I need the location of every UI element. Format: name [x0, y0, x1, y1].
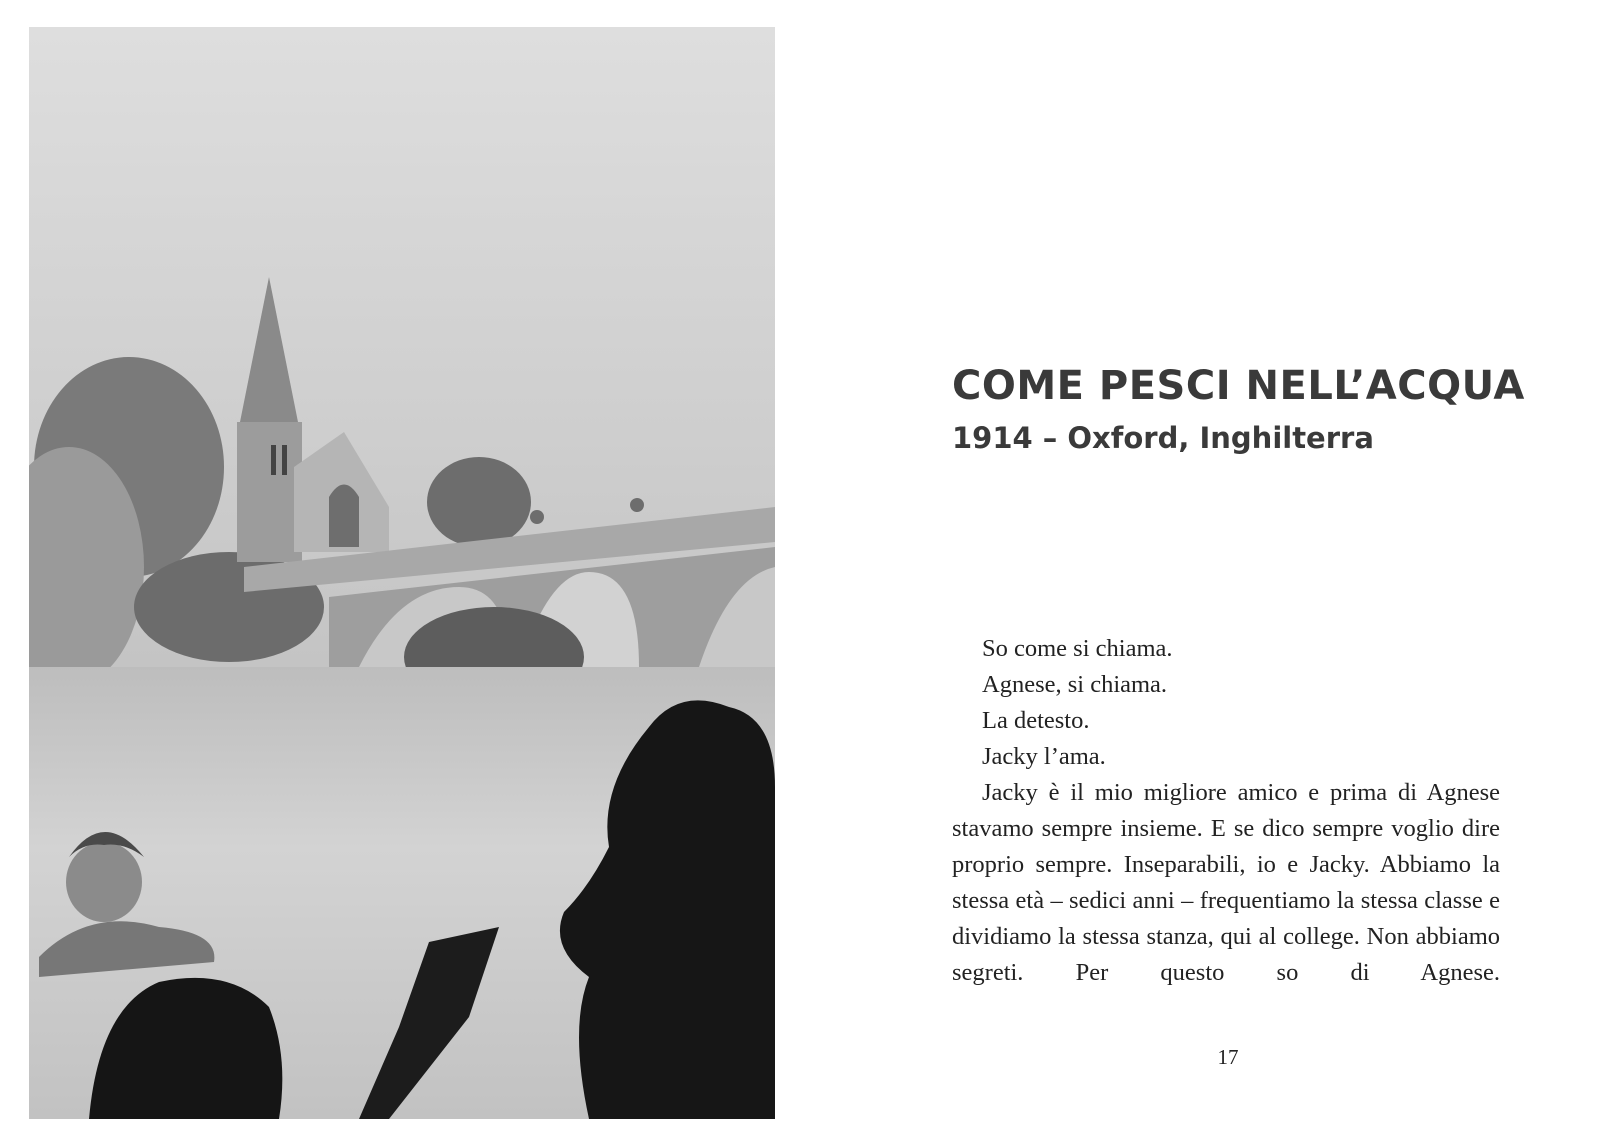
chapter-title: COME PESCI NELL’ACQUA — [952, 363, 1525, 409]
page-number: 17 — [1217, 1045, 1239, 1069]
chapter-subtitle: 1914 – Oxford, Inghilterra — [952, 421, 1374, 455]
body-line: So come si chiama. — [982, 635, 1173, 662]
church-tower — [237, 422, 302, 562]
church-window — [329, 485, 359, 548]
river-scene-illustration — [29, 27, 775, 1119]
body-line: La detesto. — [982, 707, 1090, 734]
body-line: Jacky l’ama. — [982, 743, 1106, 770]
chapter-heading — [952, 360, 1525, 458]
body-paragraph: Jacky è il mio migliore amico e prima di Agnese stavamo sempre insieme. E se dico sempre voglio dire proprio sempre. Inseparabili, io e Jacky. Abbiamo la stessa età – sedici anni – frequentiamo la stessa classe e dividiamo la stessa stanza, qui al college. Non abbiamo segreti. Per questo so di Agnese. — [952, 779, 1500, 986]
swimmer-head — [66, 842, 142, 922]
body-text — [952, 631, 1500, 991]
chapter-illustration — [29, 27, 775, 1119]
body-line: Agnese, si chiama. — [982, 671, 1168, 698]
tree — [427, 457, 531, 547]
